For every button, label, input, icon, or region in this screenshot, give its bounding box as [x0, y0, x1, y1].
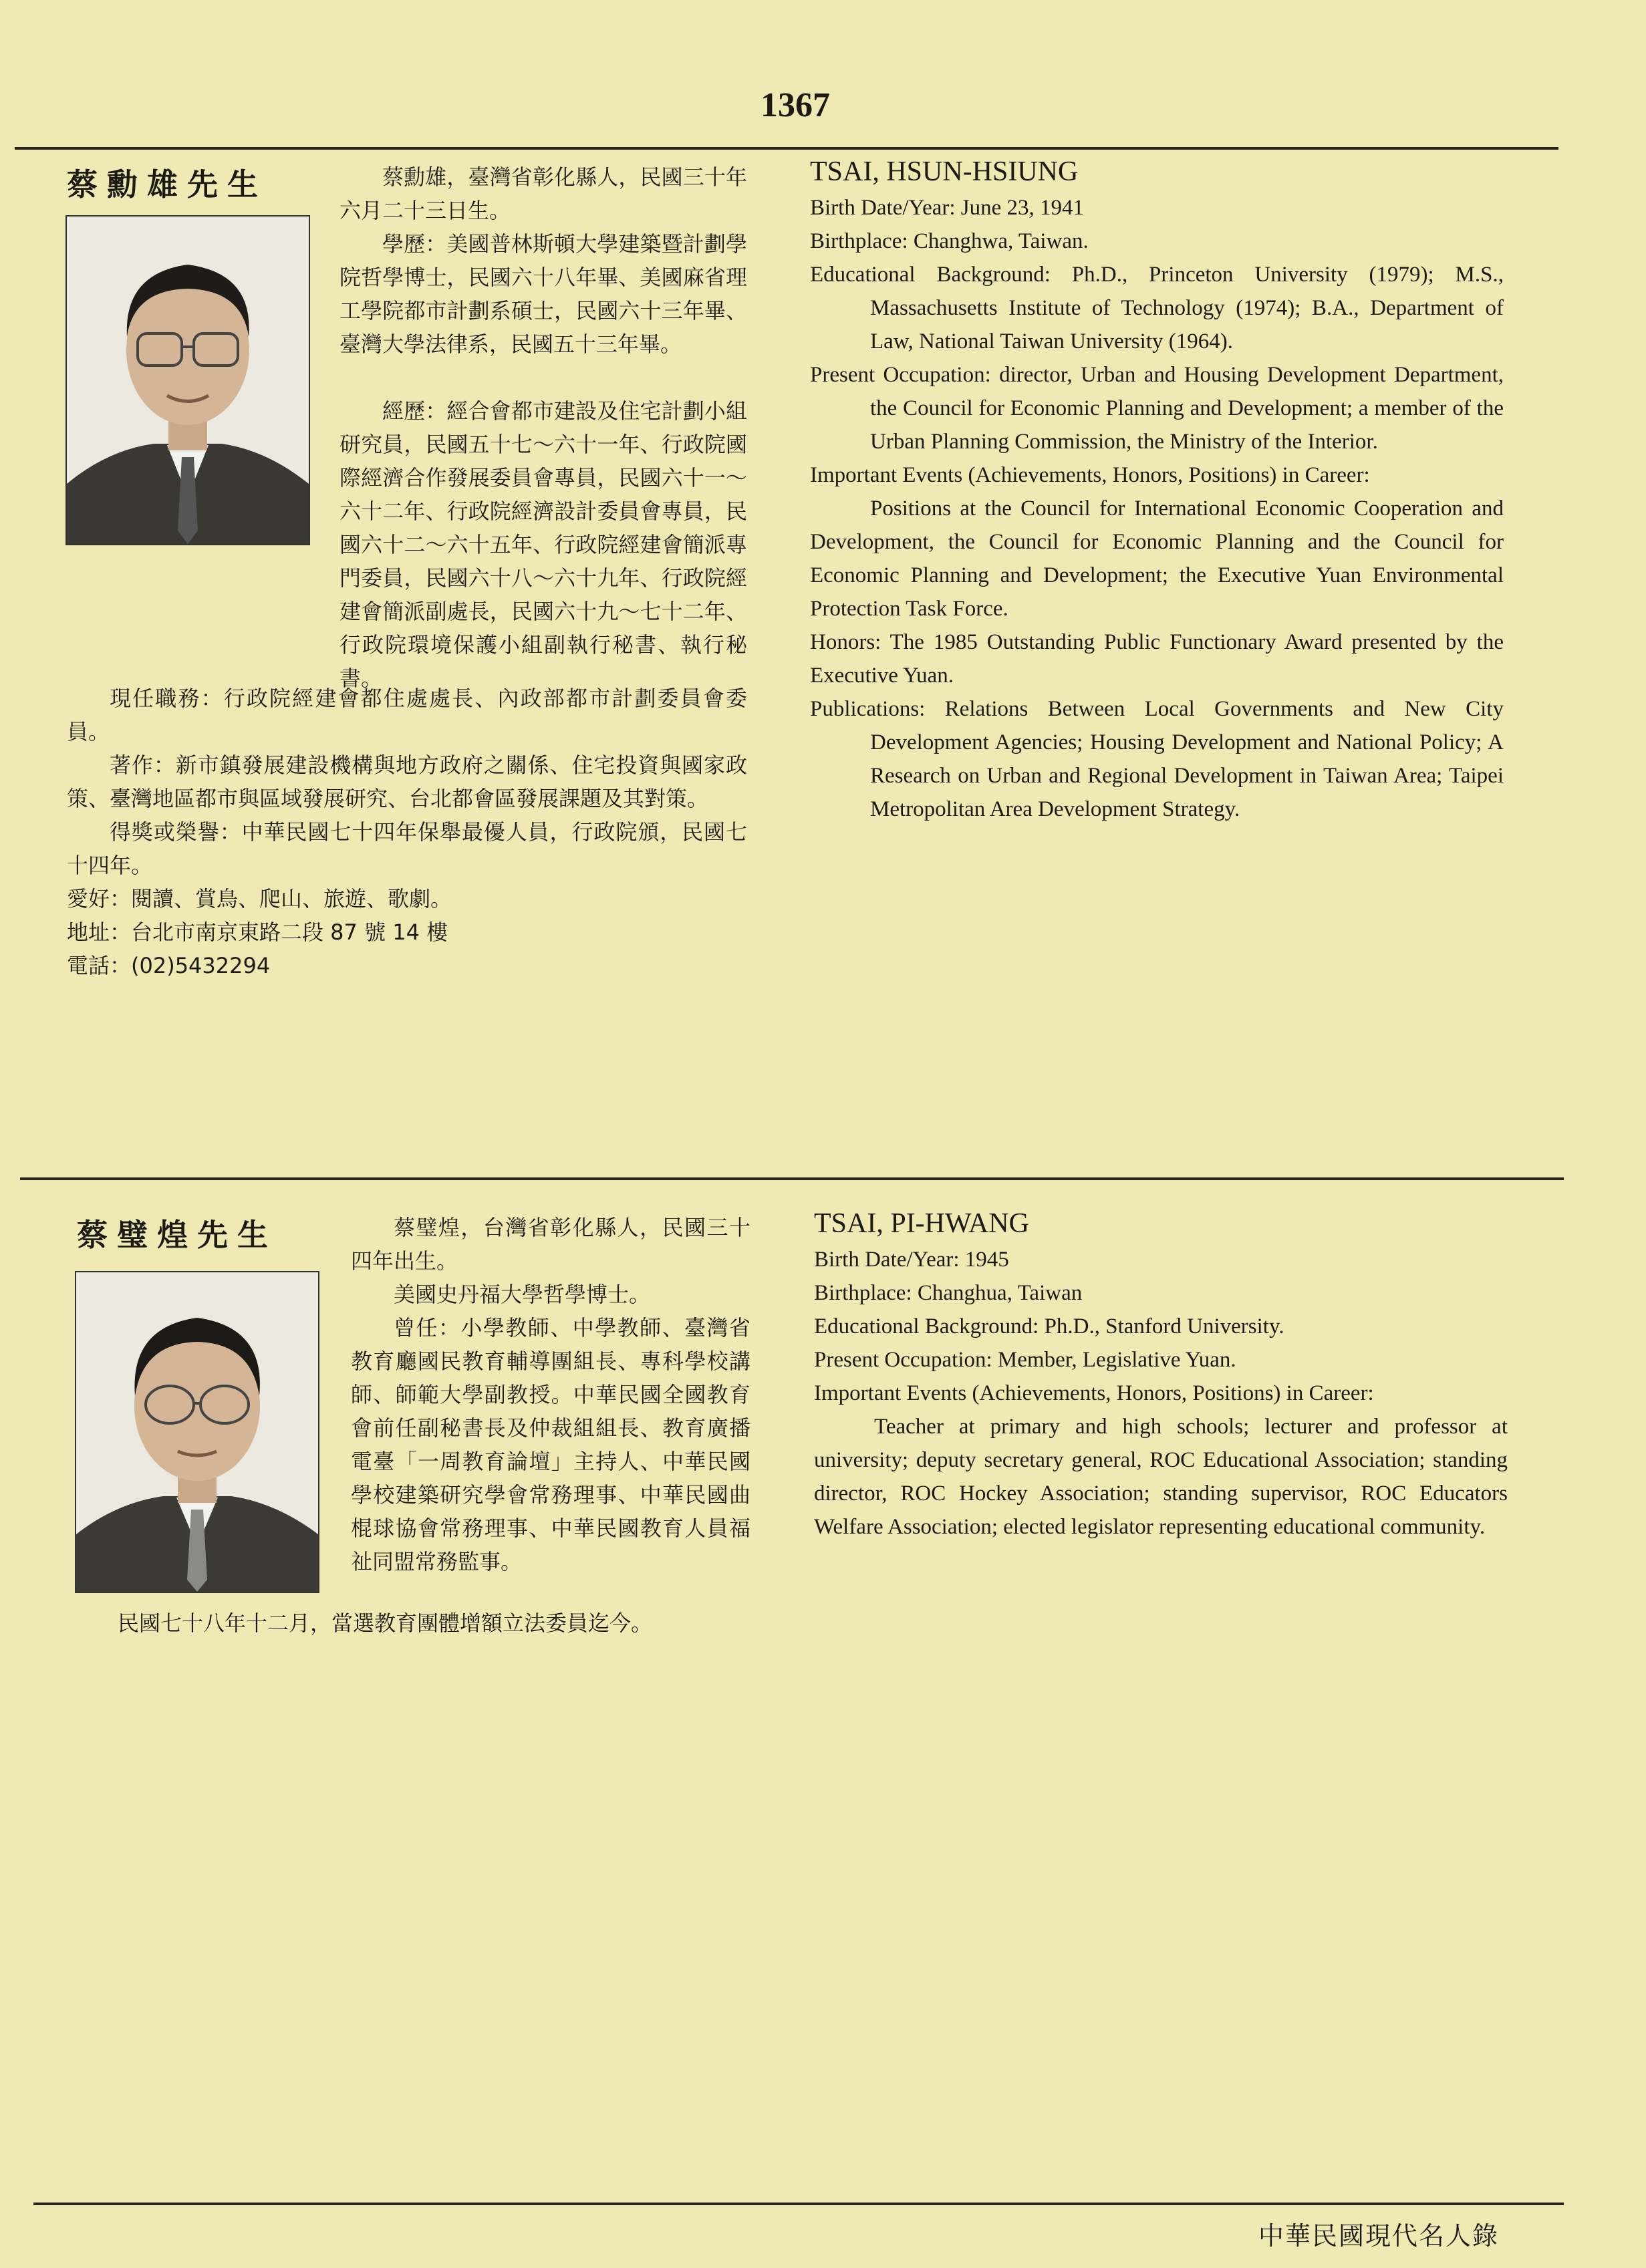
entry-1-en-birthplace: Birthplace: Changhwa, Taiwan.: [810, 229, 1089, 253]
entry-2-chinese-name: 蔡璧煌先生: [77, 1217, 277, 1253]
entry-2-en-events-heading: Important Events (Achievements, Honors, Positions) in Career:: [814, 1381, 1374, 1405]
entry-2-en-birthplace: Birthplace: Changhua, Taiwan: [814, 1281, 1083, 1305]
entry-1-english-name: TSAI, HSUN-HSIUNG: [810, 156, 1079, 187]
entry-1-cn-education: 學歷：美國普林斯頓大學建築暨計劃學院哲學博士，民國六十八年畢、美國麻省理工學院都市計劃系碩士，民國六十三年畢、臺灣大學法律系，民國五十三年畢。: [339, 231, 747, 357]
entry-2-en-birth-date: Birth Date/Year: 1945: [814, 1248, 1009, 1272]
entry-1-cn-occupation: 現任職務：行政院經建會都住處處長、內政部都市計劃委員會委員。: [67, 686, 747, 744]
entry-1-en-events-heading: Important Events (Achievements, Honors, Positions) in Career:: [810, 463, 1370, 487]
entry-1-cn-phone: 電話：(02)5432294: [67, 953, 271, 978]
entry-1-english-biography: [810, 155, 1504, 826]
header-rule: [15, 147, 1558, 150]
entry-2-chinese-biography: [351, 1211, 750, 1578]
entry-1-en-positions: Positions at the Council for International Economic Cooperation and Development, the Council for Economic Planning and the Council for Economic Planning and Development; the Executive Yuan Environmental Protection Task Force.: [810, 497, 1504, 621]
portrait-icon: [76, 1272, 318, 1592]
entry-1-cn-experience: 經歷：經合會都市建設及住宅計劃小組研究員，民國五十七～六十一年、行政院國際經濟合作發展委員會專員，民國六十一～六十二年、行政院經濟設計委員會專員，民國六十二～六十五年、行政院經建會簡派專門委員，民國六十八～六十九年、行政院經建會簡派副處長，民國六十九～七十二年、行政院環境保護小組副執行秘書、執行秘書。: [339, 398, 747, 691]
entry-1-en-publications: Publications: Relations Between Local Governments and New City Development Agencies; Housing Development and National Policy; A Research on Urban and Regional Development in Taiwan Area; Taipei Metropolitan Area Development Strategy.: [810, 697, 1504, 821]
entry-2-cn-experience: 曾任：小學教師、中學教師、臺灣省教育廳國民教育輔導團組長、專科學校講師、師範大學副教授。中華民國全國教育會前任副秘書長及仲裁組組長、教育廣播電臺「一周教育論壇」主持人、中華民國學校建築研究學會常務理事、中華民國曲棍球協會常務理事、中華民國教育人員福祉同盟常務監事。: [351, 1315, 750, 1574]
entry-1-en-honors: Honors: The 1985 Outstanding Public Functionary Award presented by the Executive Yuan.: [810, 630, 1504, 688]
entry-2-portrait-photo: [75, 1271, 319, 1593]
entry-1-chinese-name: 蔡勳雄先生: [67, 166, 267, 202]
entry-1-en-birth-date: Birth Date/Year: June 23, 1941: [810, 196, 1085, 220]
entry-2-english-name: TSAI, PI-HWANG: [814, 1208, 1029, 1239]
entry-2-cn-intro: 蔡璧煌，台灣省彰化縣人，民國三十四年出生。: [351, 1215, 750, 1274]
entry-1-cn-publications: 著作：新市鎮發展建設機構與地方政府之關係、住宅投資與國家政策、臺灣地區都市與區域發展研究、台北都會區發展課題及其對策。: [67, 752, 747, 811]
entry-2-en-positions: Teacher at primary and high schools; lecturer and professor at university; deputy secretary general, ROC Educational Association; standing director, ROC Hockey Association; standing supervisor, ROC Educators Welfare Association; elected legislator representing educational community.: [814, 1415, 1508, 1539]
entry-2-cn-legislator: 民國七十八年十二月，當選教育團體增額立法委員迄今。: [118, 1610, 653, 1636]
entry-1-cn-honors: 得獎或榮譽：中華民國七十四年保舉最優人員，行政院頒，民國七十四年。: [67, 819, 747, 878]
entry-1-en-education: Educational Background: Ph.D., Princeton University (1979); M.S., Massachusetts Institute of Technology (1974); B.A., Department of Law, National Taiwan University (1964).: [810, 263, 1504, 353]
footer-rule: [33, 2203, 1564, 2205]
entry-2-chinese-biography-wide: [75, 1606, 750, 1640]
page-number: 1367: [761, 86, 830, 124]
entry-1-cn-hobbies: 愛好：閱讀、賞鳥、爬山、旅遊、歌劇。: [67, 886, 452, 911]
entry-2-en-occupation: Present Occupation: Member, Legislative Yuan.: [814, 1348, 1236, 1372]
entry-1-chinese-biography-wide: [67, 682, 747, 982]
entry-1-cn-intro: 蔡勳雄，臺灣省彰化縣人，民國三十年六月二十三日生。: [339, 164, 747, 223]
entry-1-en-occupation: Present Occupation: director, Urban and Housing Development Department, the Council for Economic Planning and Development; a member of the Urban Planning Commission, the Ministry of the Interior.: [810, 363, 1504, 454]
entry-1-portrait-photo: [65, 215, 310, 545]
entry-1-chinese-biography-cont: [339, 394, 747, 695]
entry-separator-rule: [20, 1177, 1564, 1180]
entry-1-chinese-biography: [339, 160, 747, 361]
entry-1-cn-address: 地址：台北市南京東路二段 87 號 14 樓: [67, 919, 448, 945]
portrait-icon: [67, 217, 309, 544]
footer-book-title: 中華民國現代名人錄: [1258, 2221, 1499, 2251]
entry-2-cn-education: 美國史丹福大學哲學博士。: [394, 1282, 651, 1307]
entry-2-english-biography: [814, 1207, 1508, 1544]
entry-2-en-education: Educational Background: Ph.D., Stanford University.: [814, 1314, 1284, 1338]
